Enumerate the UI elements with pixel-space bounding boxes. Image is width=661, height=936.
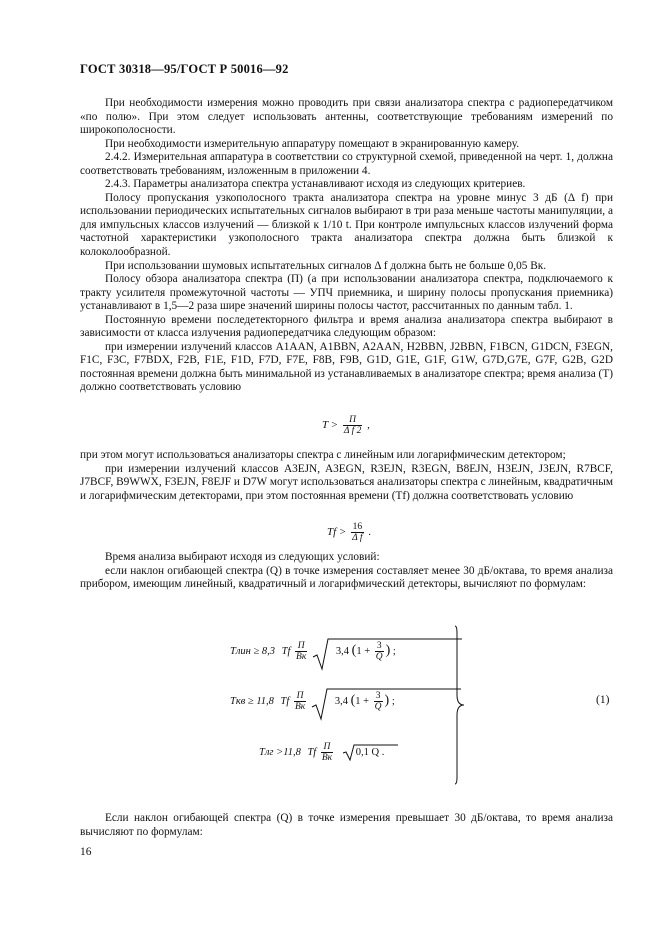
text-block-1 <box>80 97 613 395</box>
formula-tail: ; <box>391 695 395 707</box>
formula-tf-symbol: Tf <box>280 695 290 707</box>
formula-t <box>322 415 370 436</box>
paragraph: При необходимости измерения можно проводить при связи анализатора спектра с радиопередатчиком «по полю». При этом следует использовать антенны, соответствующие требованиям измерений по широкополосности. <box>80 97 613 137</box>
formula-tf-symbol: Tf <box>281 645 291 657</box>
fraction-numerator: П <box>294 691 306 702</box>
text-block-4 <box>80 812 613 839</box>
formula-fraction <box>351 522 363 543</box>
formula-tail: . <box>368 526 372 539</box>
paren: ( <box>351 642 357 658</box>
formula-fraction <box>295 641 307 662</box>
formula-t-kv <box>230 691 395 712</box>
text-block-2 <box>80 449 613 503</box>
formula-lhs: Tкв ≥ 11,8 <box>230 695 274 707</box>
fraction-denominator: Q <box>374 702 382 712</box>
formula-lhs: Tлг >11,8 <box>259 746 301 758</box>
paragraph: При необходимости измерительную аппаратуру помещают в экранированную камеру. <box>105 137 520 150</box>
paragraph: при измерении излучений классов A1AAN, A1BBN, A2AAN, H2BBN, J2BBN, F1BCN, G1DCN, F3EGN, F1C, F3C, F7BDX, F2B, F1E, F1D, F7D, F7E, F8B, F9B, G1D, G1E, G1F, G1W, G7D,G7E, G7F, G2B, G2D постоянная времени должна быть минимальной из устанавливаемых в анализаторе спектра; время анализа (T) должно соответствовать условию <box>80 340 613 394</box>
fraction-numerator: П <box>343 415 363 426</box>
formula-tf <box>327 522 371 543</box>
paragraph: при этом могут использоваться анализаторы спектра с линейным или логарифмическим детектором; <box>80 449 566 461</box>
paragraph: 2.4.3. Параметры анализатора спектра устанавливают исходя из следующих критериев. <box>105 178 526 191</box>
text-block-3 <box>80 551 613 592</box>
paren: ) <box>384 692 390 708</box>
paragraph: Постоянную времени последетекторного фильтра и время анализа анализатора спектра выбирают в зависимости от класса излучения радиопередатчика следующим образом: <box>80 313 613 340</box>
fraction-denominator: Q <box>375 652 383 662</box>
fraction-numerator: 3 <box>374 691 383 702</box>
formula-tail: . <box>381 746 385 758</box>
paragraph: при измерении излучений классов A3EJN, A3EGN, R3EJN, R3EGN, B8EJN, H3EJN, J3EJN, R7BCF, J7BCF, B9WWX, F3EJN, F8EJF и D7W могут использоваться анализаторы спектра с линейным, квадратичным и логарифмическим детекторами, при этом постоянная времени (Tf) должна соответствовать условию <box>80 462 613 502</box>
formula-tf-symbol: Tf <box>307 746 317 758</box>
fraction-numerator: 3 <box>375 641 384 652</box>
fraction-numerator: П <box>295 641 307 652</box>
paren: ( <box>350 692 356 708</box>
paragraph: Полосу пропускания узкополосного тракта анализатора спектра на уровне минус 3 дБ (Δ f) при использовании периодических испытательных сигналов выбирают в три раза меньше частоты манипуляции, а для импульсных классов излучений — близкой к 1/10 t. При контроле импульсных классов излучений форма частотной характеристики узкополосного тракта анализатора спектра должна быть близкой к колоколообразной. <box>80 191 613 259</box>
fraction-denominator: Bк <box>294 702 306 712</box>
formula-tail: ; <box>392 645 396 657</box>
formula-lhs: Tf > <box>327 526 347 539</box>
fraction-numerator: 16 <box>352 522 363 532</box>
radicand: 0,1 Q <box>355 747 380 758</box>
sqrt-sign <box>311 691 389 712</box>
paragraph: 2.4.2. Измерительная аппаратура в соответствии со структурной схемой, приведенной на черт. 1, должна соответствовать требованиям, изложенным в приложении 4. <box>80 151 613 177</box>
page-number: 16 <box>80 846 92 858</box>
formula-fraction <box>321 742 333 763</box>
paragraph: Если наклон огибающей спектра (Q) в точке измерения превышает 30 дБ/октава, то время анализа вычисляют по формулам: <box>80 812 613 838</box>
sqrt-sign <box>312 641 390 662</box>
formula-lhs: T > <box>322 419 339 432</box>
paren: ) <box>385 642 391 658</box>
formula-t-lin <box>230 641 396 662</box>
paragraph: При использовании шумовых испытательных сигналов Δ f должна быть не больше 0,05 Bк. <box>105 259 547 272</box>
formula-fraction <box>343 415 363 436</box>
paragraph: Полосу обзора анализатора спектра (П) (а при использовании анализатора спектра, подключаемого к тракту усилителя промежуточной частоты — УПЧ приемника, и ширину полосы пропускания приемника) устанавливают в 1,5—2 раза шире значений ширины полосы частот, рассчитанных по данным табл. 1. <box>80 273 613 313</box>
paragraph: Время анализа выбирают исходя из следующих условий: <box>105 551 380 563</box>
fraction-denominator: Δ f 2 <box>343 426 362 436</box>
fraction-numerator: П <box>321 742 333 753</box>
radicand: 3,4 <box>334 695 348 707</box>
fraction-denominator: Δ f <box>352 533 363 543</box>
page-header: ГОСТ 30318—95/ГОСТ Р 50016—92 <box>80 62 289 76</box>
radicand: 1 + <box>356 645 371 657</box>
formula-t-lg <box>259 742 384 763</box>
fraction-denominator: Bк <box>321 753 333 763</box>
formula-fraction <box>294 691 306 712</box>
radicand: 3,4 <box>335 645 350 657</box>
formula-lhs: Tлин ≥ 8,3 <box>230 645 276 657</box>
radicand: 1 + <box>355 695 370 707</box>
formula-tail: , <box>367 419 370 432</box>
fraction-denominator: Bк <box>296 652 307 662</box>
equation-number: (1) <box>596 694 610 706</box>
sqrt-sign <box>342 747 379 758</box>
paragraph: если наклон огибающей спектра (Q) в точке измерения составляет менее 30 дБ/октава, то время анализа прибором, имеющим линейный, квадратичный и логарифмический детекторы, вычисляют по формулам: <box>80 564 613 591</box>
right-brace <box>454 625 466 790</box>
